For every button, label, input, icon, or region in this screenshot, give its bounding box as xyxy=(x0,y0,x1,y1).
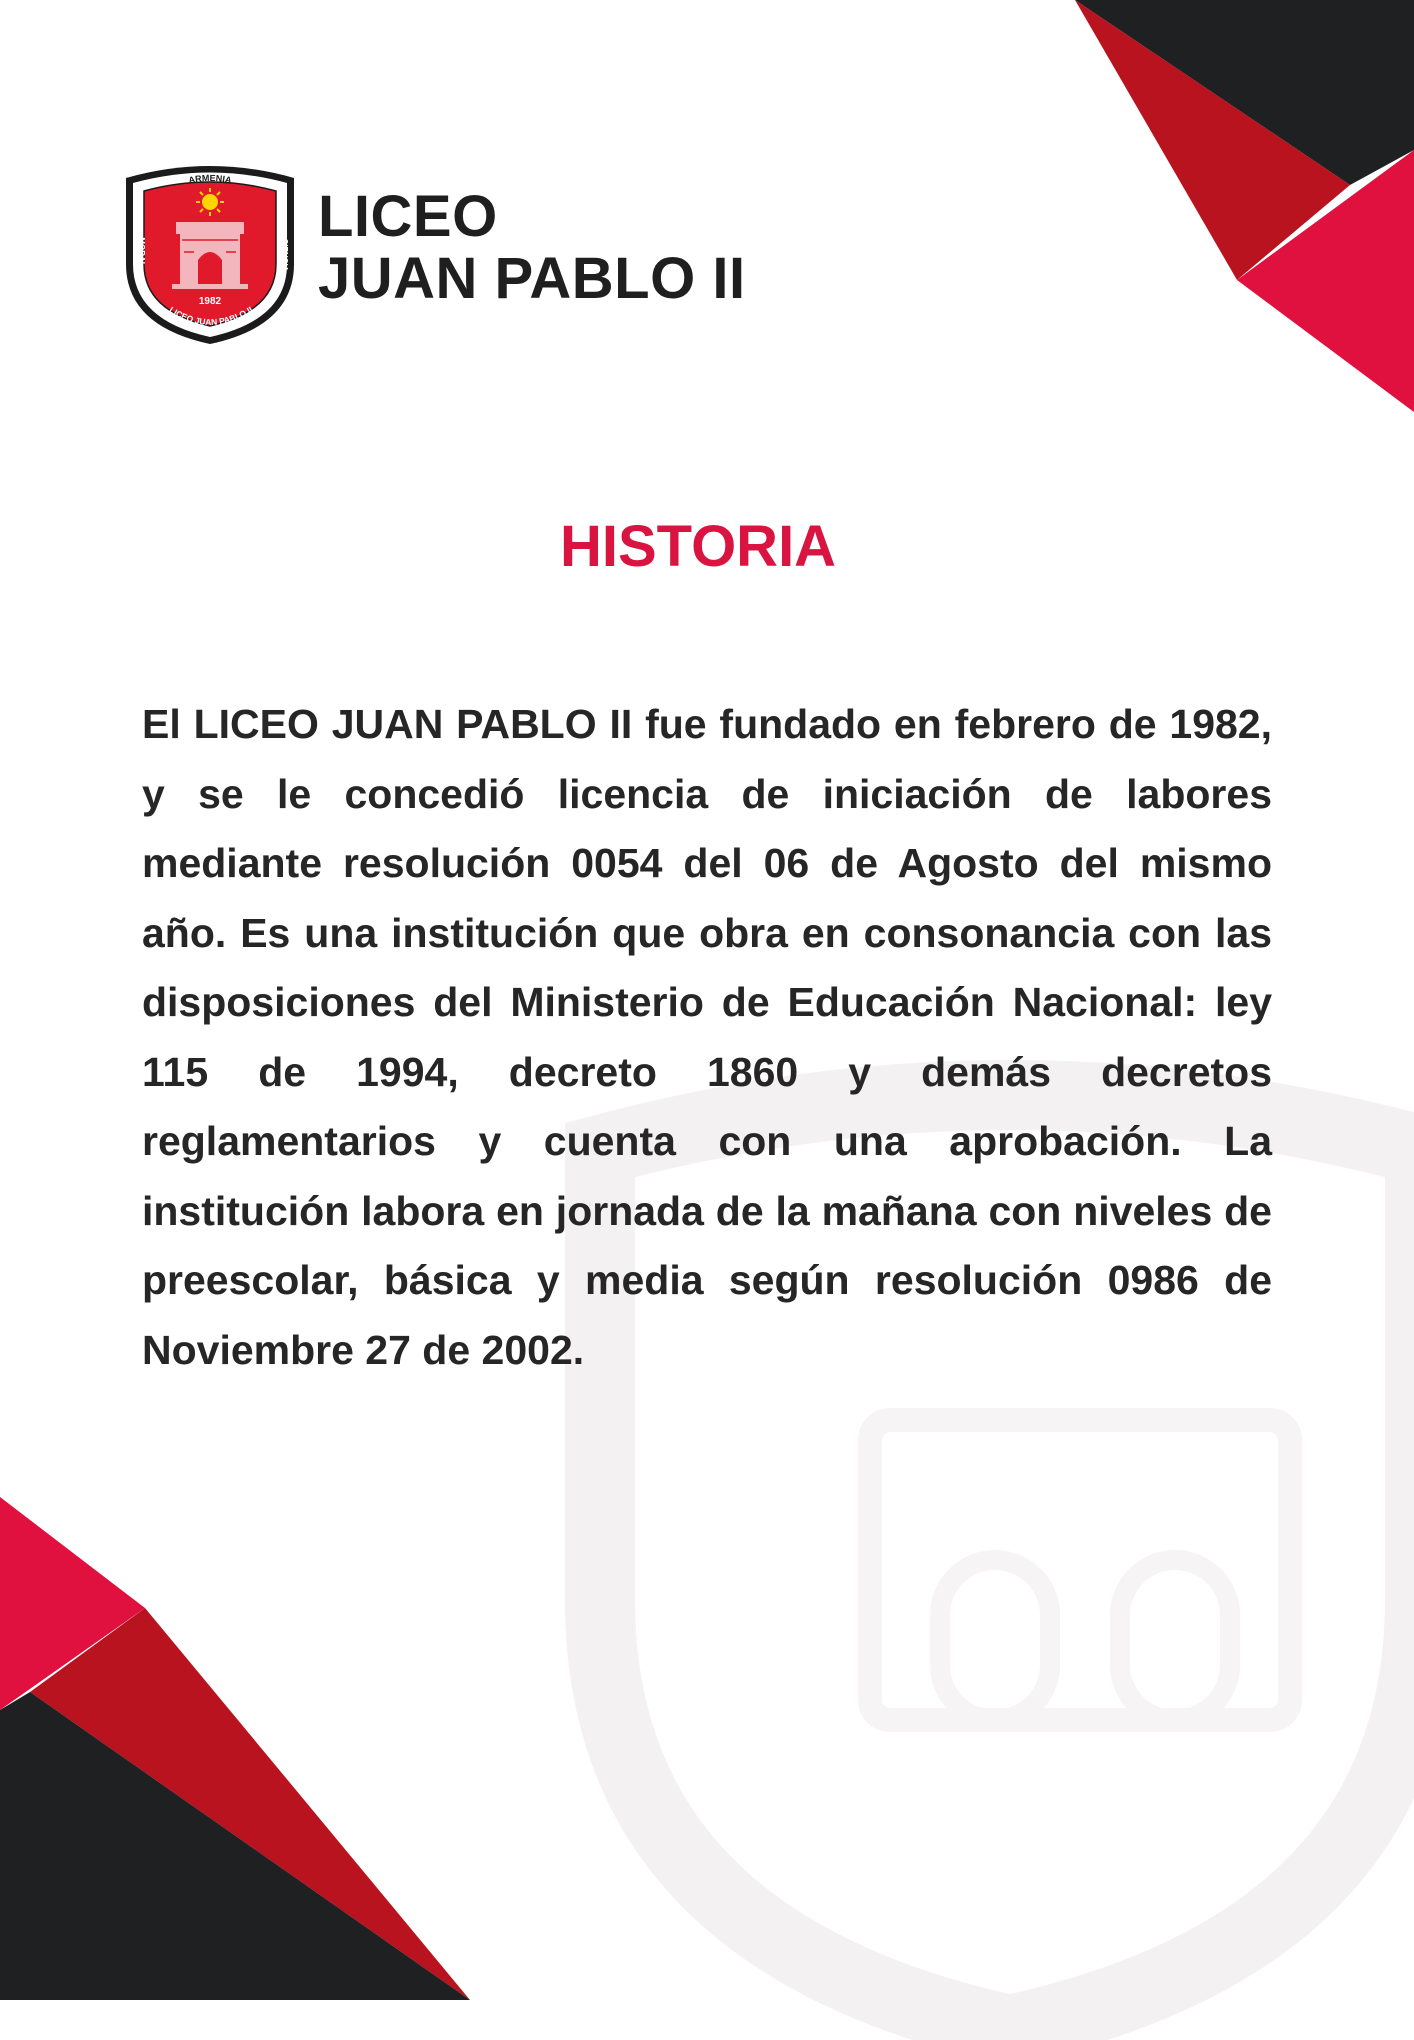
svg-text:ARMENIA: ARMENIA xyxy=(187,172,233,186)
svg-text:MORAL: MORAL xyxy=(137,237,146,267)
svg-text:LICEO JUAN PABLO II: LICEO JUAN PABLO II xyxy=(167,304,255,328)
school-name xyxy=(318,186,746,310)
svg-text:1982: 1982 xyxy=(198,296,222,307)
history-paragraph: El LICEO JUAN PABLO II fue fundado en febrero de 1982, y se le concedió licencia de iniciación de labores mediante resolución 0054 del 06 de Agosto del mismo año. Es una institución que obra en consonancia con las disposiciones del Ministerio de Educación Nacional: ley 115 de 1994, decreto 1860 y demás decretos reglamentarios y cuenta con una aprobación. La institución labora en jornada de la mañana con niveles de preescolar, básica y media según resolución 0986 de Noviembre 27 de 2002. xyxy=(142,701,1272,1373)
svg-text:CIENCIA: CIENCIA xyxy=(280,238,289,272)
school-crest-logo xyxy=(122,160,298,346)
section-title: HISTORIA xyxy=(560,514,837,579)
school-name-line2: JUAN PABLO II xyxy=(318,246,746,311)
school-name-line1: LICEO xyxy=(318,184,498,249)
